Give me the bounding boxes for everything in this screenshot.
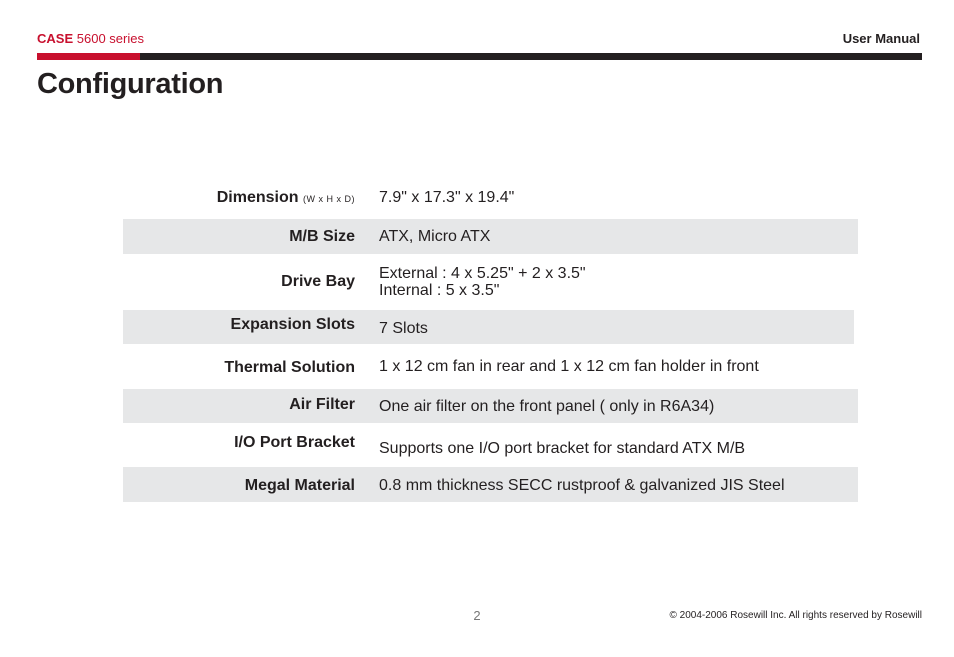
series-name: 5600 series <box>76 31 144 46</box>
spec-value: 7 Slots <box>379 319 428 337</box>
copyright: © 2004-2006 Rosewill Inc. All rights reserved by Rosewill <box>669 610 922 621</box>
spec-row-drive-bay <box>123 254 858 310</box>
spec-table <box>123 180 858 502</box>
spec-row-expansion-slots <box>123 310 854 344</box>
spec-label: Megal Material <box>244 477 355 494</box>
spec-value-line: External : 4 x 5.25" + 2 x 3.5" <box>379 265 586 282</box>
spec-row-io-port-bracket <box>123 423 858 467</box>
brand-name: CASE <box>37 31 74 46</box>
spec-value-line: Internal : 5 x 3.5" <box>379 282 500 299</box>
spec-label: Expansion Slots <box>230 316 355 333</box>
spec-row-dimension <box>123 180 858 217</box>
spec-value <box>379 265 586 299</box>
page-number: 2 <box>473 608 481 623</box>
spec-label <box>123 189 356 207</box>
spec-value: One air filter on the front panel ( only in R6A34) <box>379 397 715 415</box>
spec-value: 0.8 mm thickness SECC rustproof & galvanized JIS Steel <box>379 476 785 494</box>
spec-value: ATX, Micro ATX <box>379 228 491 245</box>
spec-row-mb-size <box>123 219 858 254</box>
header-rule-accent <box>37 53 140 60</box>
spec-label: Thermal Solution <box>224 358 355 376</box>
spec-label-text: Dimension <box>216 188 299 206</box>
spec-sublabel: (W x H x D) <box>303 193 355 204</box>
spec-label: M/B Size <box>289 227 355 245</box>
spec-row-megal-material <box>123 467 858 502</box>
header-left <box>37 31 144 46</box>
header-rule <box>37 53 922 60</box>
spec-value: 7.9" x 17.3" x 19.4" <box>379 189 515 206</box>
spec-row-thermal-solution <box>123 344 858 389</box>
manual-label: User Manual <box>842 31 920 46</box>
page-title: Configuration <box>37 68 224 100</box>
spec-label: Drive Bay <box>281 273 355 290</box>
spec-value: 1 x 12 cm fan in rear and 1 x 12 cm fan holder in front <box>379 358 759 375</box>
spec-label: I/O Port Bracket <box>234 434 355 451</box>
spec-row-air-filter <box>123 389 858 423</box>
spec-label: Air Filter <box>289 396 355 413</box>
spec-value: Supports one I/O port bracket for standard ATX M/B <box>379 439 746 457</box>
